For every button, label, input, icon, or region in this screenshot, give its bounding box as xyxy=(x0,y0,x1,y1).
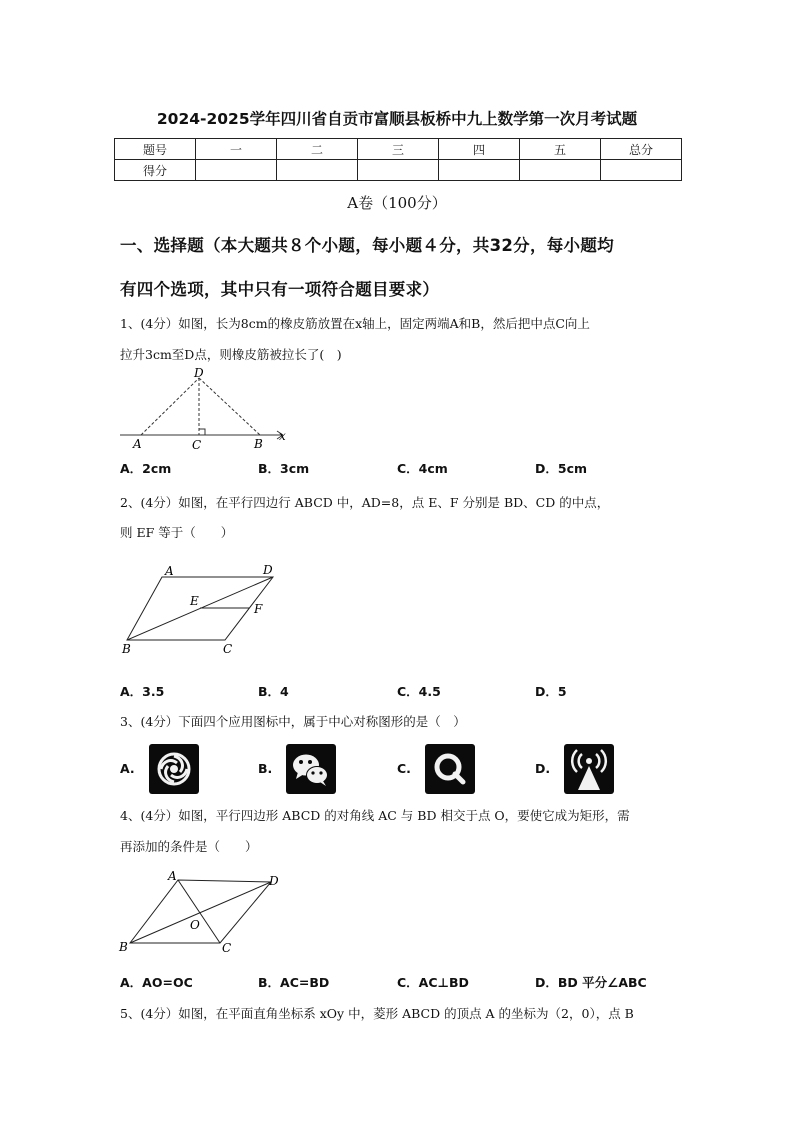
q1-label-x: x xyxy=(279,429,286,443)
q2-option-a[interactable]: A．3.5 xyxy=(120,684,165,699)
score-header-cell: 三 xyxy=(358,139,439,160)
q3-option-d[interactable]: D. xyxy=(535,761,551,776)
q4-label-B: B xyxy=(119,940,128,954)
q2-option-b[interactable]: B．4 xyxy=(258,684,289,699)
q2-label-B: B xyxy=(122,642,131,656)
q1-segment-DB xyxy=(199,378,260,435)
q4-option-d[interactable]: D．BD 平分∠ABC xyxy=(535,975,647,990)
q4-label-O: O xyxy=(190,918,200,932)
score-table-header-row xyxy=(115,139,682,160)
q1-segment-AD xyxy=(141,378,199,435)
q1-label-B: B xyxy=(254,437,263,451)
q1-label-A: A xyxy=(133,437,142,451)
score-header-cell: 总分 xyxy=(601,139,682,160)
q3-text-line1: 3、(4分）下面四个应用图标中，属于中心对称图形的是（ ） xyxy=(120,714,466,729)
search-q-icon xyxy=(425,744,475,794)
score-cell xyxy=(358,160,439,181)
q4-label-D: D xyxy=(269,874,279,888)
q2-label-A: A xyxy=(165,564,174,578)
q4-option-a[interactable]: A．AO=OC xyxy=(120,975,193,990)
score-header-cell: 五 xyxy=(520,139,601,160)
q1-option-b[interactable]: B．3cm xyxy=(258,461,310,476)
q4-option-c[interactable]: C．AC⊥BD xyxy=(397,975,469,990)
score-cell xyxy=(439,160,520,181)
q3-option-a[interactable]: A. xyxy=(120,761,135,776)
exam-title: 2024-2025学年四川省自贡市富顺县板桥中九上数学第一次月考试题 xyxy=(156,110,638,128)
score-header-cell: 题号 xyxy=(115,139,196,160)
q2-label-E: E xyxy=(190,594,199,608)
q1-text-line1: 1、(4分）如图，长为8cm的橡皮筋放置在x轴上，固定两端A和B，然后把中点C向上 xyxy=(120,316,590,331)
score-header-cell: 一 xyxy=(196,139,277,160)
score-header-cell: 二 xyxy=(277,139,358,160)
wechat-icon xyxy=(286,744,336,794)
q4-label-A: A xyxy=(168,869,177,883)
q1-option-a[interactable]: A．2cm xyxy=(120,461,172,476)
q2-text-line1: 2、(4分）如图，在平行四边行 ABCD 中，AD=8，点 E、F 分别是 BD、CD 的中点， xyxy=(120,495,610,510)
score-table-score-row xyxy=(115,160,682,181)
score-cell xyxy=(520,160,601,181)
q2-text-line2: 则 EF 等于（ ） xyxy=(120,525,234,540)
q1-option-c[interactable]: C．4cm xyxy=(397,461,448,476)
score-cell xyxy=(277,160,358,181)
score-cell xyxy=(601,160,682,181)
q3-option-b[interactable]: B. xyxy=(258,761,273,776)
q3-option-c[interactable]: C. xyxy=(397,761,411,776)
q1-right-angle-mark xyxy=(199,429,205,435)
q1-label-D: D xyxy=(194,366,204,380)
q4-text-line1: 4、(4分）如图，平行四边形 ABCD 的对角线 AC 与 BD 相交于点 O，要使它成为矩形，需 xyxy=(120,808,630,823)
section-a-heading: A卷（100分） xyxy=(347,194,447,212)
q2-figure xyxy=(115,560,285,660)
score-header-cell: 四 xyxy=(439,139,520,160)
q2-label-C: C xyxy=(223,642,233,656)
signal-tower-icon xyxy=(564,744,614,794)
q2-label-D: D xyxy=(263,563,273,577)
q4-text-line2: 再添加的条件是（ ） xyxy=(120,839,258,854)
score-table xyxy=(114,138,682,181)
q4-label-C: C xyxy=(222,941,232,955)
q4-diagonal-AC xyxy=(178,880,220,943)
q2-option-c[interactable]: C．4.5 xyxy=(397,684,441,699)
q1-figure xyxy=(115,365,295,455)
q2-option-d[interactable]: D．5 xyxy=(535,684,567,699)
q4-option-b[interactable]: B．AC=BD xyxy=(258,975,330,990)
q4-diagonal-BD xyxy=(130,882,271,943)
q2-label-F: F xyxy=(254,602,263,616)
spiral-logo-icon xyxy=(149,744,199,794)
q1-option-d[interactable]: D．5cm xyxy=(535,461,588,476)
q1-text-line2: 拉升3cm至D点，则橡皮筋被拉长了( ) xyxy=(120,347,342,362)
q4-figure xyxy=(115,865,290,960)
score-cell xyxy=(196,160,277,181)
section-1-heading-line1: 一、选择题（本大题共８个小题，每小题４分，共32分，每小题均 xyxy=(120,236,614,255)
q1-label-C: C xyxy=(192,438,202,452)
q5-text-line1: 5、(4分）如图，在平面直角坐标系 xOy 中，菱形 ABCD 的顶点 A 的坐标为（2，0），点 B xyxy=(120,1006,634,1021)
section-1-heading-line2: 有四个选项，其中只有一项符合题目要求） xyxy=(120,280,440,299)
score-row-label: 得分 xyxy=(115,160,196,181)
